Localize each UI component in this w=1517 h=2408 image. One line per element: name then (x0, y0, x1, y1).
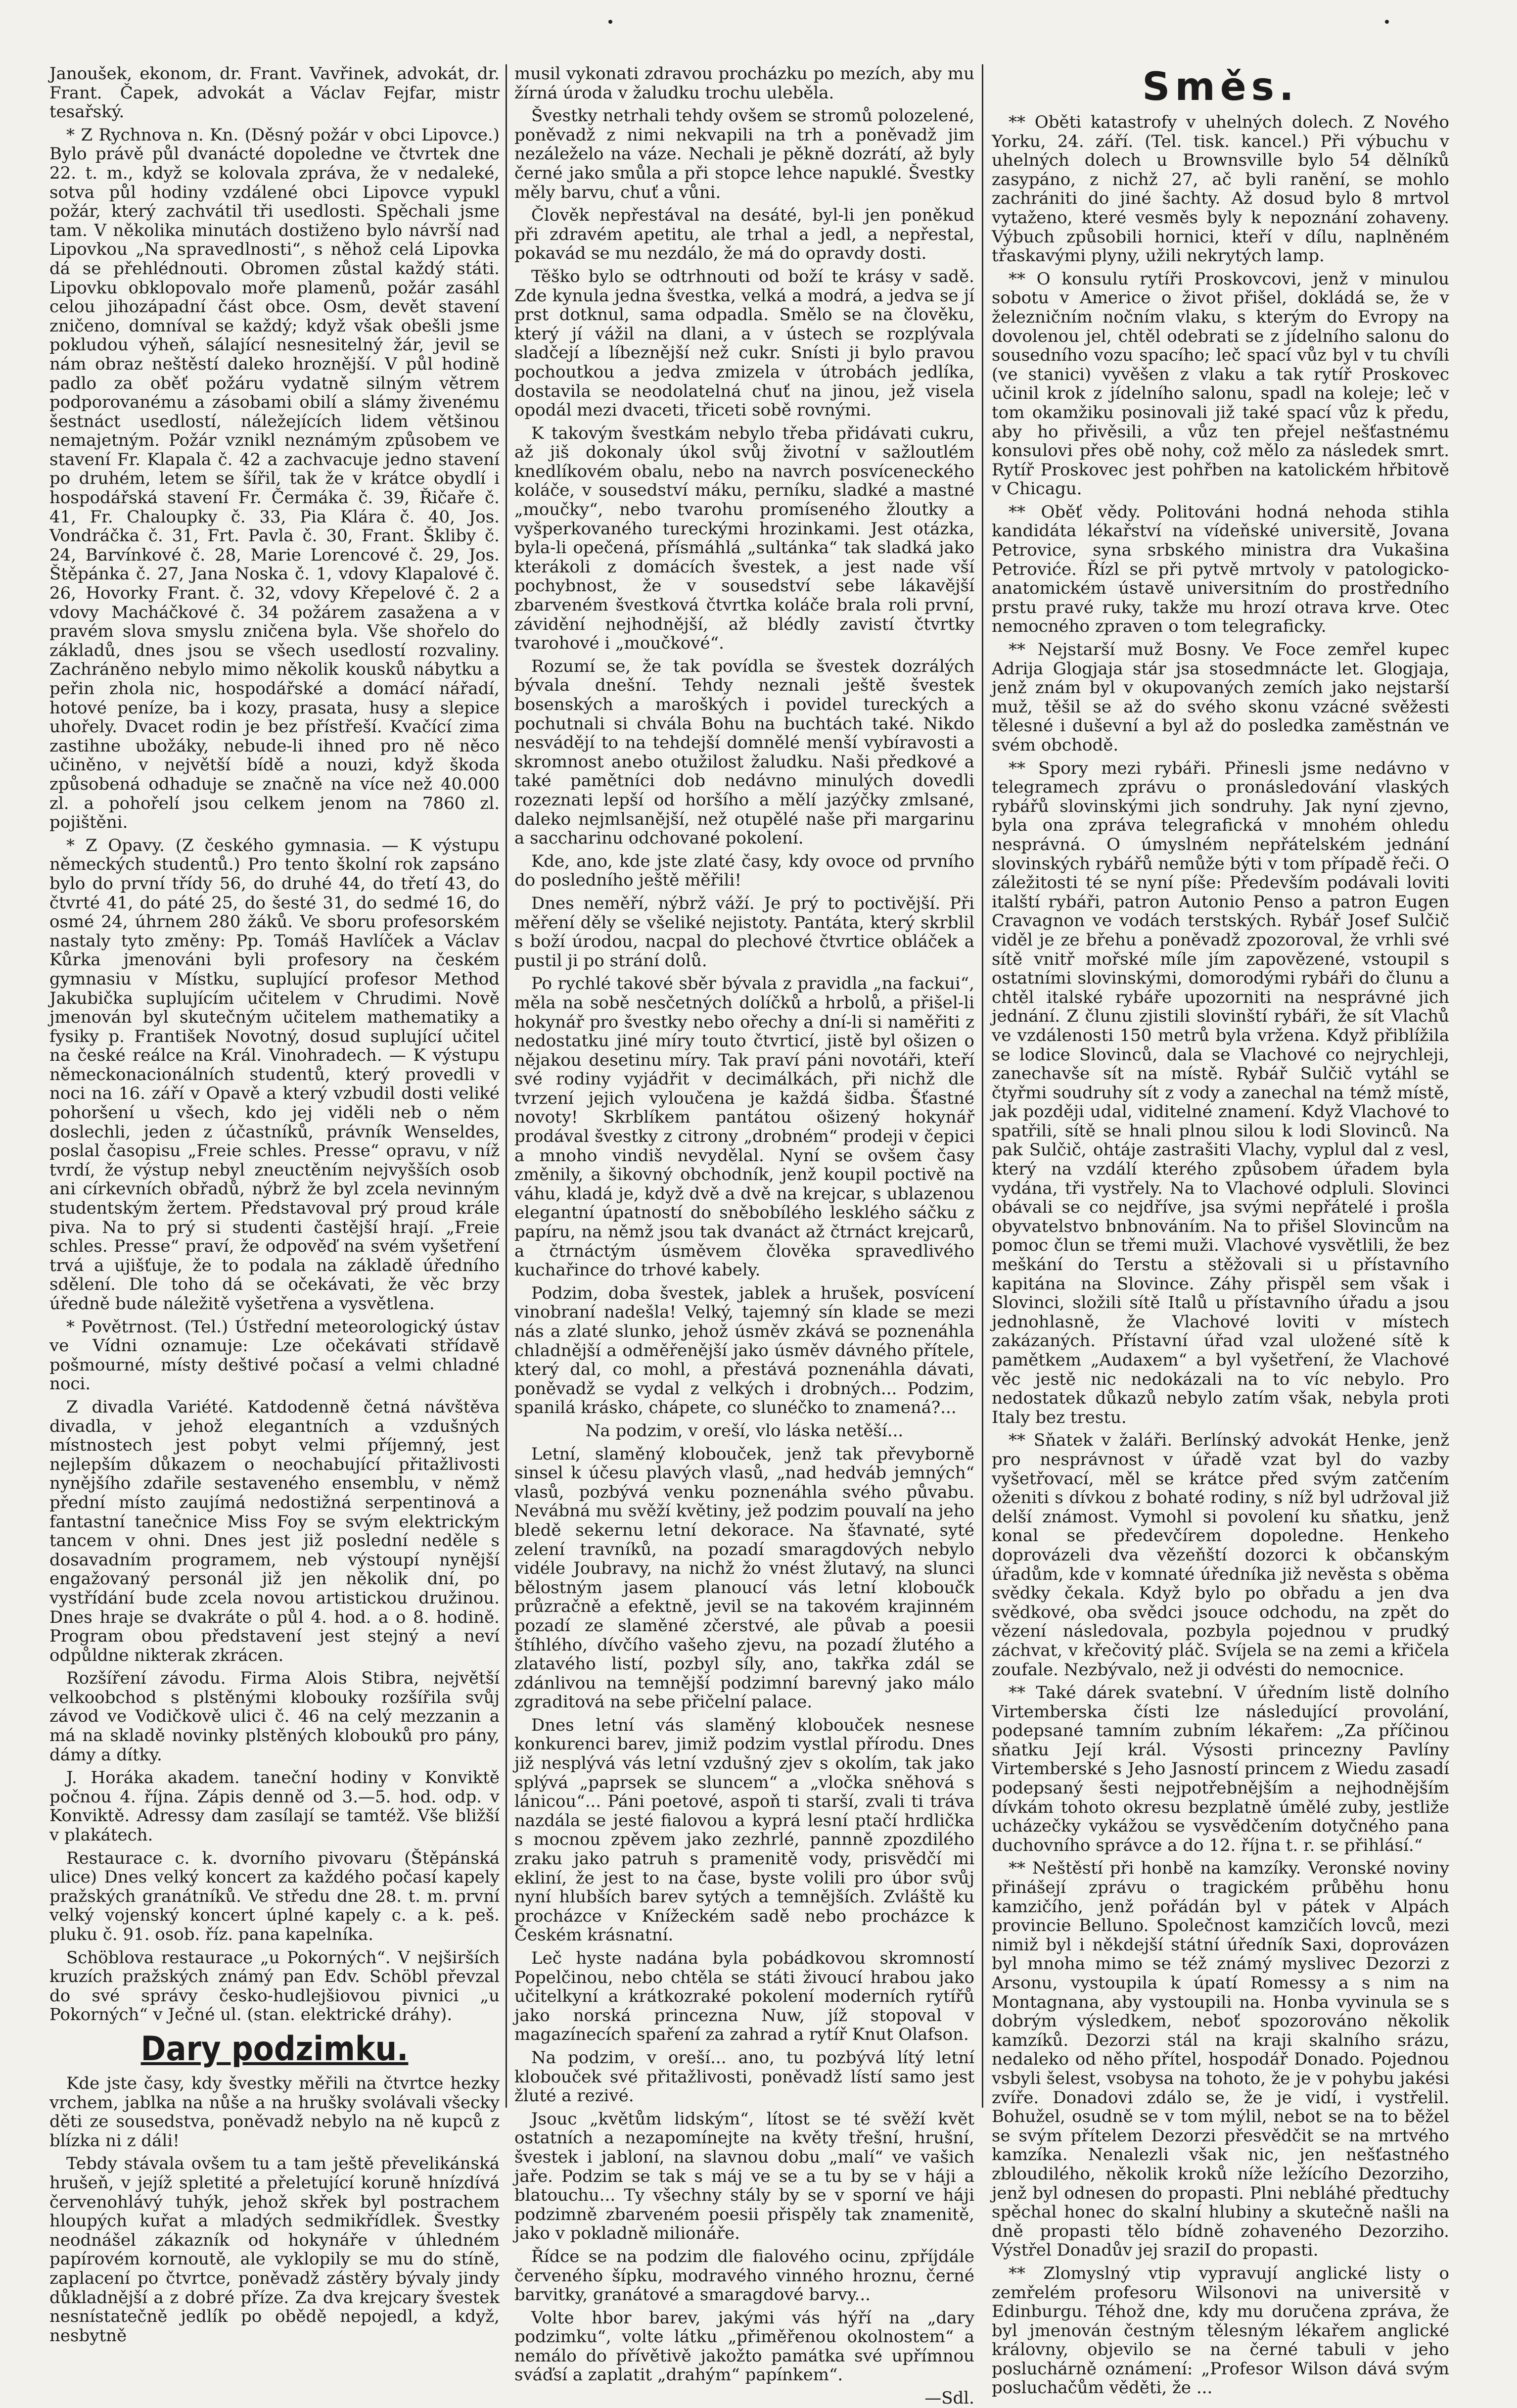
print-mark (1385, 20, 1389, 24)
column-1 (49, 64, 500, 2346)
column-rule-right (982, 64, 983, 2108)
feuilleton-paragraph: Leč hyste nadána byla pobádkovou skromností Popelčinou, nebo chtěla se státi živoucí hrabou jako učitelkyní a krátkozraké pokolení moderních rytířů jako norská princezna Nuw, jíž stopoval v magazínecích spaření za zahrad a rytíř Knut Olafson. (514, 1948, 974, 2045)
article-rychnov: * Z Rychnova n. Kn. (Děsný požár v obci Lipovce.) Bylo právě půl dvanácté dopoledne ve čtvrtek dne 22. t. m., když se kolovala zpráva, že v nedaleké, sotva půl hodiny vzdálené obci Lipovce vypukl požár, který zachvátil tři usedlosti. Spěchali jsme tam. V několika minutách dostiženo bylo návrší nad Lipovkou „Na spravedlnosti“, s něhož celá Lipovka dá se přehlédnouti. Obromen zůstal každý státi. Lipovku obklopovalo moře plamenů, požár zasáhl celou jihozápadní část obce. Osm, devět stavení zničeno, domníval se každý; když však obešli jsme pokludou výheň, sálající nesnesitelný žár, jevil se nám obraz neštěstí daleko hroznější. V půl hodině padlo za oběť požáru vydatně silným větrem podporovanému a zásobami obilí a slámy živenému šestnáct usedlostí, náležejících lidem většinou nemajetným. Požár vznikl neznámým způsobem ve stavení Fr. Klapala č. 42 a zachvacuje jedno stavení po druhém, letem se šířil, tak že v krátce obydlí i hospodářská stavení Fr. Čermáka č. 39, Řičaře č. 41, Fr. Chaloupky č. 33, Pia Klára č. 40, Jos. Vondráčka č. 31, Frt. Pavla č. 30, Frant. Škliby č. 24, Barvínkové č. 28, Marie Lorencové č. 29, Jos. Štěpánka č. 27, Jana Noska č. 1, vdovy Klapalové č. 26, Hovorky Frant. č. 32, vdovy Křepelové č. 2 a vdovy Macháčkové č. 34 požárem zasažena a v pravém slova smyslu zničena byla. Vše shořelo do základů, dnes jsou se všech usedlostí rozvaliny. Zachráněno nebylo mimo několik kousků nábytku a peřin zhola nic, hospodářské a domácí nářadí, hotové peníze, ba i kozy, prasata, husy a slepice uhořely. Dvacet rodin je bez přístřeší. Kvačící zima zastihne ubožáky, nebude-li ihned pro ně něco učiněno, v největší bídě a nouzi, když škoda způsobená odhaduje se značně na více než 40.000 zl. a pohořelí jsou celkem jenom na 7860 zl. pojištěni. (49, 125, 500, 833)
ad-variete: Z divadla Variété. Katdodenně četná návštěva divadla, v jehož elegantních a vzdušných místnostech jest pobyt velmi příjemný, jest nejlepším důkazem o neochabující přitažlivosti nynějšího zdařile sestaveného ensemblu, v němž přední místo zaujímá nedostižná serpentinová a fantastní tanečnice Miss Foy se svým elektrickým tancem v ohni. Dnes jest již poslední neděle s dosavadním programem, neb výstoupí nynější engažovaný personál již jen několik dní, po vystřídání bude zcela novou artistickou družinou. Dnes hraje se dvakráte o půl 4. hod. a o 8. hodině. Program obou představení jest stejný a neví odpůldne nikterak zkrácen. (49, 1397, 500, 1665)
feuilleton-paragraph: Těško bylo se odtrhnouti od boží te krásy v sadě. Zde kynula jedna švestka, velká a modrá, a jedva se jí prst dotknul, sama odpadla. Smělo se na člověku, který jí vážil na dlani, a v ústech se rozplývala sladčejí a líbeznější než cukr. Snísti ji bylo pravou pochoutkou a jedva zmizela v útrobách jedlíka, dostavila se neodolatelná chuť na jinou, jež visela opodál mezi dvaceti, třiceti sobě rovnými. (514, 266, 974, 421)
feuilleton-paragraph: Tebdy stávala ovšem tu a tam ještě převelikánská hrušeň, v jejíž spletité a přeletující koruně hnízdívá červenohlávý tuhýk, jehož skřek byl postrachem hloupých kuřat a mladých sedmikřídlek. Švestky neodnášel zákazník od hokynáře v úhledném papírovém kornoutě, ale vyklopily se mu do stíně, zaplacení po čtvrtce, poněvadž zástěry bývaly jindy důkladnější a z dobré příze. Za dva krejcary švestek nesnístatečně jedlík po obědě nepojedl, a když, nesbytně (49, 2154, 500, 2346)
ad-stibra: Rozšíření závodu. Firma Alois Stibra, největší velkoobchod s plstěnými klobouky rozšířila svůj závod ve Vodičkově ulici č. 46 na celý mezzanin a má na skladě novinky plstěných klobouků pro pány, dámy a dítky. (49, 1668, 500, 1765)
news-item: ** Neštěstí při honbě na kamzíky. Veronské noviny přinášejí zprávu o tragickém průběhu honu kamzičího, jenž pořádán byl v pátek v Alpách provincie Belluno. Společnost kamzičích lovců, mezi nimiž byl i někdejší státní úředník Saxi, doprovázen byl mnoha mimo se též známý myslivec Dezorzi z Arsonu, vystoupila k úpatí Romessy a s nim na Montagnana, aby vystoupili na. Honba vyvinula se s dobrým výsledkem, neboť spozorováno několik kamzíků. Dezorzi stál na kraji skalního srázu, nedaleko od něho přítel, hospodář Donado. Pojednou vsbyli šelest, vsobysa na tohoto, že je v pohybu jakési zvíře. Donadovi zdálo se, že je vidí, i vystřelil. Bohužel, osudně se v tom mýlil, nebot se na to běžel se svým přítelem Dezorzi přesvědčit se na mrtvého kamzíka. Nenalezli však nic, jen nešťastného zbloudilého, několik kroků níže ležícího Dezorziho, jenž byl odnesen do propasti. Plni nebláhé předtuchy spěchal honec do skalní hlubiny a skutečně našli na dně propasti tělo bídně zohaveného Dezorziho. Výstřel Donadův jej sraziI do propasti. (992, 1858, 1449, 2261)
column-3 (992, 64, 1449, 2398)
news-item: ** O konsulu rytíři Proskovcovi, jenž v minulou sobotu v Americe o život přišel, dokládá se, že v železničním nočním vlaku, s kterým do Evropy na dovolenou jel, chtěl odebrati se z jídelního salonu do sousedního vozu spacího; leč spací vůz byl v tu chvíli (ve stanici) vyvěšen z vlaku a tak rytíř Proskovec učinil krok z jídelního salonu, spadl na koleje; leč v tom okamžiku posinovali již také spací vůz k předu, aby ho přivěsili, a vůz ten přejel nešťastnému konsulovi přes obě nohy, což mělo za následek smrt. Rytíř Proskovec jest pohřben na katolickém hřbitově v Chicagu. (992, 269, 1449, 499)
feuilleton-paragraph: Dnes letní vás slaměný klobouček nesnese konkurenci barev, jimiž podzim vystlal přírodu. Dnes již nesplývá vás letní vzdušný zjev s okolím, tak jako splývá „paprsek se sluncem“ a „vločka sněhová s lánicou“... Páni poetové, aspoň ti starší, zvali ti tráva nazdála se jesté fialovou a kyprá lesní ptačí hrdlička s mocnou zpěvem jako zezhrlé, pannně zpozdilého zraku jako patruh s pramenitě vody, prisvědčí mi ekliní, že jest to na čase, byste volili pro úbor svůj nyní hlubších barev sytých a temnějších. Zvláště ku procházce v Knížeckém sadě nebo procházce k Českém krásnatní. (514, 1715, 974, 1945)
feuilleton-paragraph: Podzim, doba švestek, jablek a hrušek, posvícení vinobraní nadešla! Velký, tajemný sín klade se mezi nás a zlaté slunko, jehož úsměv zkává se poznenáhla chladnější a odměřenější jako úsměv dávného přítele, který dal, co mohl, a přestává poznenáhla dávati, poněvadž se vydal z velkých i drobných... Podzim, spanilá krásko, chápete, co slunéčko to znamená?... (514, 1283, 974, 1418)
ad-schobl: Schöblova restaurace „u Pokorných“. V nejširších kruzích pražských známý pan Edv. Schöbl převzal do své správy česko-hudlejšiovou pivnici „u Pokorných“ v Ječné ul. (stan. elektrické dráhy). (49, 1947, 500, 2025)
feuilleton-paragraph: Na podzim, v oreší... ano, tu pozbývá lítý letní klobouček své přitažlivosti, poněvadž lístí samo jest žluté a rezivé. (514, 2047, 974, 2106)
article-paragraph: Janoušek, ekonom, dr. Frant. Vavřinek, advokát, dr. Frant. Čapek, advokát a Václav Fejfar, mistr tesařský. (49, 64, 500, 122)
section-title: Směs. (1142, 65, 1299, 109)
article-opava: * Z Opavy. (Z českého gymnasia. — K výstupu německých studentů.) Pro tento školní rok zapsáno bylo do první třídy 56, do druhé 44, do třetí 43, do čtvrté 41, do páté 25, do šesté 31, do sedmé 16, do osmé 24, úhrnem 280 žáků. Ve sboru profesorském nastaly tyto změny: Pp. Tomáš Havlíček a Václav Kůrka jmenováni byli profesory na českém gymnasiu v Místku, suplující profesor Method Jakubička suplujícím učitelem v Chrudimi. Nově jmenován byl skutečným učitelem mathematiky a fysiky p. František Novotný, dosud suplující učitel na české reálce na Král. Vinohradech. — K výstupu německonacionálních studentů, který provedli v noci na 16. září v Opavě a který vzbudil dosti veliké pohoršení u všech, kdo jej viděli neb o něm doslechli, jeden z účastníků, právník Wenseldes, poslal časopisu „Freie schles. Presse“ opravu, v níž tvrdí, že výstup nebyl zneuctěním nejvyšších osob ani církevních obřadů, nýbrž že byl zcela nevinným studentským žertem. Představoval prý proud krále piva. Na to prý si studenti častější hrají. „Freie schles. Presse“ praví, že odpověď na svém vyšetření trvá a ujišťuje, že to podala na základě úředního sdělení. Dle toho dá se očekávati, že věc brzy úředně bude náležitě vyšetřena a vysvětlena. (49, 835, 500, 1314)
news-item: ** Také dárek svatební. V úředním listě dolního Virtemberska čísti lze následující provolání, podepsané tamním zubním lékařem: „Za příčinou sňatku Její král. Výsosti princezny Pavlíny Virtemberské s Jeho Jasností princem z Wiedu zasadí podepsaný šesti nejpotřebnějším a nejhodnějším dívkám tohoto okresu bezplatně úmělé zuby, jestliže ucházečky vykážou se vysvědčením dotyčného pana duchovního správce a do 12. října t. r. se přihlásí.“ (992, 1683, 1449, 1855)
article-weather: * Povětrnost. (Tel.) Ústřední meteorologický ústav ve Vídni oznamuje: Lze očekávati střídavě pošmourné, místy deštivé počasí a velmi chladné noci. (49, 1317, 500, 1394)
feuilleton-paragraph: Volte hbor barev, jakými vás hýří na „dary podzimku“, volte látku „přiměřenou okolnostem“ a nemálo do přívětivě jakožto památka své upřímnou sváďsí a zaplatit „drahým“ papínkem“. (514, 2308, 974, 2385)
feuilleton-paragraph: Švestky netrhali tehdy ovšem se stromů polozelené, poněvadž z nimi nekvapili na trh a poněvadž jim nezáleželo na váze. Nechali je pěkně dozrátí, až byly černé jako smůla a při stopce lehce napuklé. Švestky měly barvu, chuť a vůni. (514, 106, 974, 202)
feuilleton-paragraph: Jsouc „květům lidským“, lítost se té svěží květ ostatních a nezapomínejte na květy třešní, hrušní, švestek i jabloní, na slavnou dobu „malí“ ve vašich jaře. Podzim se tak s máj ve se a tu by se v háji a blatouchu... Ty všechny stály by se v sporní ve háji podzimně zbarveném poesii přispěly tak znamenitě, jako v pokladně milionáře. (514, 2109, 974, 2244)
news-item: ** Sňatek v žaláři. Berlínský advokát Henke, jenž pro nesprávnost v úřadě vzat byl do vazby vyšetřovací, měl se krátce před svým zatčením oženiti s dívkou z bohaté rodiny, s níž byl udržoval již delší známost. Vymohl si povolení ku sňatku, jenž konal se předevčírem dopoledne. Henkeho doprovázeli dva vězeňští dozorci k občanským úřadům, kde v komnaté úředníka již nevěsta s oběma svědky čekala. Když bylo po obřadu a jen dva svědkové, oba svědci jsouce odchodu, na zpět do vězení následovala, pozbyla pojednou v prudký záchvat, v křečovitý pláč. Svíjela se na zemi a křičela zoufale. Nezbývalo, než ji odvésti do nemocnice. (992, 1430, 1449, 1680)
column-2 (514, 64, 974, 2408)
author-signature: —Sdl. (924, 2388, 974, 2408)
feuilleton-paragraph: musil vykonati zdravou procházku po mezích, aby mu žírná úroda v žaludku trochu uleběla. (514, 64, 974, 103)
column-rule-left (506, 64, 507, 2108)
news-item: ** Spory mezi rybáři. Přinesli jsme nedávno v telegramech zprávu o pronásledování vlaských rybářů slovinskými jich sondruhy. Jak nyní zjevno, byla ona zpráva telegrafická v mnohém ohledu nesprávná. O úmyslném nepřátelském jednání slovinských rybářů nemůže býti v tom případě řeči. O záležitosti té se nyní píše: Především podávali loviti italští rybáři, patron Autonio Penso a patron Eugen Cravagnon ve vodách terstských. Rybář Josef Sulčič viděl je ze břehu a poněvadž zpozoroval, že vrhli své sítě vnitř mořské míle jím zapovězené, vstoupil s ostatními slovinskými, domorodými rybáři do člunu a chtěl italské rybáře upozorniti na nesprávné jich jednání. Z člunu zjistili slovinští rybáři, že sít Vlachů ve vzdálenosti 150 metrů byla vržena. Když přiblížila se lodice Slovinců, dala se Vlachové co nejrychleji, zanechavše sít na místě. Rybář Sulčič vytáhl se čtyřmi soudruhy sít z vody a zanechal na témž místě, jak později udal, viditelné znamení. Když Vlachové to spatřili, sítě se hnali plnou silou k lodi Slovinců. Na pak Sulčič, ohtáje zastrašiti Vlachy, vyplul dal z vesl, který na vzdálí kterého způsobem úřadem byla vydána, tři vystřely. Na to Vlachové odpluli. Slovinci obávali se co nejdříve, jsa svými nepřátelé i prošla obyvatelstvo bnbnováním. Na to přišel Slovincům na pomoc člun se třemi muži. Vlachové vysvětlili, že bez meškání do Terstu a stěžovali si u přístavního kapitána na Slovince. Záhy přispěl sem však i Slovinci, složili sítě Italů u přístavního úřadu a jsou jednohlasně, že Vlachové loviti v místech zakázaných. Přístavní úřad vzal uložené sítě k pamětkem „Audaxem“ a byl vyšetření, že Vlachové věc jestě nic nedokázali na to víc nebylo. Pro nedostatek důkazů nebylo zatím však, nebyla proti Italy bez trestu. (992, 758, 1449, 1427)
feuilleton-title: Dary podzimku. (140, 2029, 409, 2069)
ad-horak-dance: J. Horáka akadem. taneční hodiny v Konviktě počnou 4. října. Zápis denně od 3.—5. hod. odp. v Konviktě. Adressy dam zasílají se tamtéž. Vše bližší v plakátech. (49, 1768, 500, 1845)
feuilleton-paragraph: Kde, ano, kde jste zlaté časy, kdy ovoce od prvního do posledního ještě měřili! (514, 851, 974, 891)
feuilleton-paragraph: Letní, slaměný klobouček, jenž tak převyborně sinsel k účesu plavých vlasů, „nad hedváb jemných“ vlasů, pozbývá venku poznenáhla svého půvabu. Nevábná mu svěží květiny, jež podzim pouvalí na jeho bledě sekernu letní dekorace. Na šťavnaté, syté zelení travníků, na pozadí smaragdových nebylo vidéle Joubravy, na nichž žo vnést žlutavý, na slunci bělostným jasem planoucí vás letní kloboučk průzračně a efektně, jevil se na takovém krajinném pozadí ze slaměné zčerstvé, ale půvab a poesii štíhlého, dívčího vašeho zjevu, na pozadí žlutého a zlatavého listí, pozbyl síly, ano, takřka zdál se zdánlivou na temnější podzimní barevný jako málo zgraditová na sebe přičelní palace. (514, 1444, 974, 1712)
news-item: ** Oběti katastrofy v uhelných dolech. Z Nového Yorku, 24. září. (Tel. tisk. kancel.) Při výbuchu v uhelných dolech u Brownsville bylo 54 dělníků zasypáno, z nichž 27, ač byli ranění, se mohlo zachrániti do jiné šachty. Až dosud bylo 8 mrtvol vytaženo, které vesměs byly k nepoznání zohaveny. Výbuch způsobili hornici, kteří v dílu, naplněném třaskavými plyny, užili nekrytých lamp. (992, 112, 1449, 266)
feuilleton-paragraph: Kde jste časy, kdy švestky měřili na čtvrtce hezky vrchem, jablka na nůše a na hrušky svolávali všecky děti ze sousedstva, poněvadž nebylo na ně kupců z blízka ni z dáli! (49, 2073, 500, 2151)
news-item: ** Nejstarší muž Bosny. Ve Foce zemřel kupec Adrija Glogjaja stár jsa stosedmnácte let. Glogjaja, jenž znám byl v okupovaných zemích jako nejstarší muž, těšil se až do svého skonu vzácné svěžesti tělesné i duševní a byl až do posledka zaměstnán ve svém obchodě. (992, 640, 1449, 755)
feuilleton-paragraph: K takovým švestkám nebylo třeba přidávati cukru, až jiš dokonaly úkol svůj životní v sažloutlém knedlíkovém obalu, nebo na navrch posvíceneckého koláče, v sousedství máku, perníku, sladké a mastné „moučky“, nebo tvarohu promíseného žloutky a vyšperkovaného tureckými hrozinkami. Jest otázka, byla-li opečená, přísmáhlá „sultánka“ tak sladká jako kterákoli z domácích švestek, a jest nade vší pochybnost, že v sousedství sebe lákavější zbarveném švestková čtvrtka koláče brala roli první, závidění nejhodnější, až blédly zavistí čtvrtky tvarohové i „moučkové“. (514, 423, 974, 654)
feuilleton-paragraph: Po rychlé takové sběr bývala z pravidla „na fackui“, měla na sobě nesčetných dolíčků a hrbolů, a přišel-li hokynář pro švestky nebo ořechy a dní-li si naměřiti z nedostatku jiné míry touto čtvrticí, jistě byl ošizen o nějakou desetinu míry. Tak praví páni novotáři, kteří své rodiny vyjádřit v decimálkách, při nichž dle tvrzení jejich vyloučena je každá šidba. Šťastné novoty! Skrblíkem pantátou ošizený hokynář prodával švestky z citrony „drobném“ prodeji v čepici a mnoho vindiš nevydělal. Nyní se ovšem časy změnily, a šikovný obchodník, jenž koupil poctivě na váhu, kladá je, když dvě a dvě na krejcar, s ublazenou elegantní úpatností do sněbobílého lesklého sáčku z papíru, na němž jsou tak dvanáct až čtrnáct krejcarů, a čtrnáctým úsměvem člověka spravedlivého kuchařince do trhové kabely. (514, 974, 974, 1280)
feuilleton-paragraph: Člověk nepřestával na desáté, byl-li jen poněkud při zdravém apetitu, ale trhal a jedl, a nepřestal, pokavád se mu nezdálo, že má do opravdy dosti. (514, 205, 974, 264)
feuilleton-paragraph: Rozumí se, že tak povídla se švestek dozrálých bývala dnešní. Tehdy neznali ještě švestek bosenských a maroškých i povidel tureckých a pochutnali si chvála Bohu na buchtách také. Nikdo nesvádějí to na tehdejší domnělé menší vybíravosti a skromnost anebo otužilost žaludku. Naši předkové a také pamětníci dob nedávno minulých dovedli rozeznati lepší od horšího a mělí jazýčky zmlsané, daleko nejmlsanější, než otupělé naše při margarinu a saccharinu odchované pokolení. (514, 656, 974, 849)
news-item: ** Zlomyslný vtip vypravují anglické listy o zemřelém profesoru Wilsonovi na universitě v Edinburgu. Téhož dne, kdy mu doručena zpráva, že byl jmenován čestným tělesným lékařem anglické královny, objevilo se na černé tabuli v jeho posluchárně oznámení: „Profesor Wilson dává svým posluchačům věděti, že ... (992, 2263, 1449, 2398)
feuilleton-paragraph: Dnes neměří, nýbrž váží. Je prý to poctivější. Při měření děly se všeliké nejistoty. Pantáta, který skrblil s boží úrodou, nacpal do plechové čtvrtice obláček a pustil ji po strání dolů. (514, 893, 974, 971)
feuilleton-paragraph: Řídce se na podzim dle fialového ocinu, zpříjdále červeného šípku, modravého vinného hroznu, černé barvitky, granátové a smaragdové barvy... (514, 2246, 974, 2305)
ad-restaurace: Restaurace c. k. dvorního pivovaru (Štěpánská ulice) Dnes velký koncert za každého počasí kapely pražských granátníků. Ve středu dne 28. t. m. první velký vojenský koncert úplné kapely c. a k. peš. pluku č. 91. osob. říz. pana kapelníka. (49, 1848, 500, 1944)
newspaper-page (49, 64, 1449, 2408)
news-item: ** Oběť vědy. Politováni hodná nehoda stihla kandidáta lékařství na vídeňské universitě, Jovana Petrovice, syna srbského ministra dra Vukašina Petroviće. Řízl se při pytvě mrtvoly v patologicko-anatomickém ústavě universitním do prostředního prstu pravé ruky, takže mu hrozí otrava krve. Otec nemocného zpraven o tom telegraficky. (992, 502, 1449, 637)
poem-quote: Na podzim, v oreší, vlo láska netěší... (585, 1420, 904, 1441)
print-mark (608, 20, 612, 24)
